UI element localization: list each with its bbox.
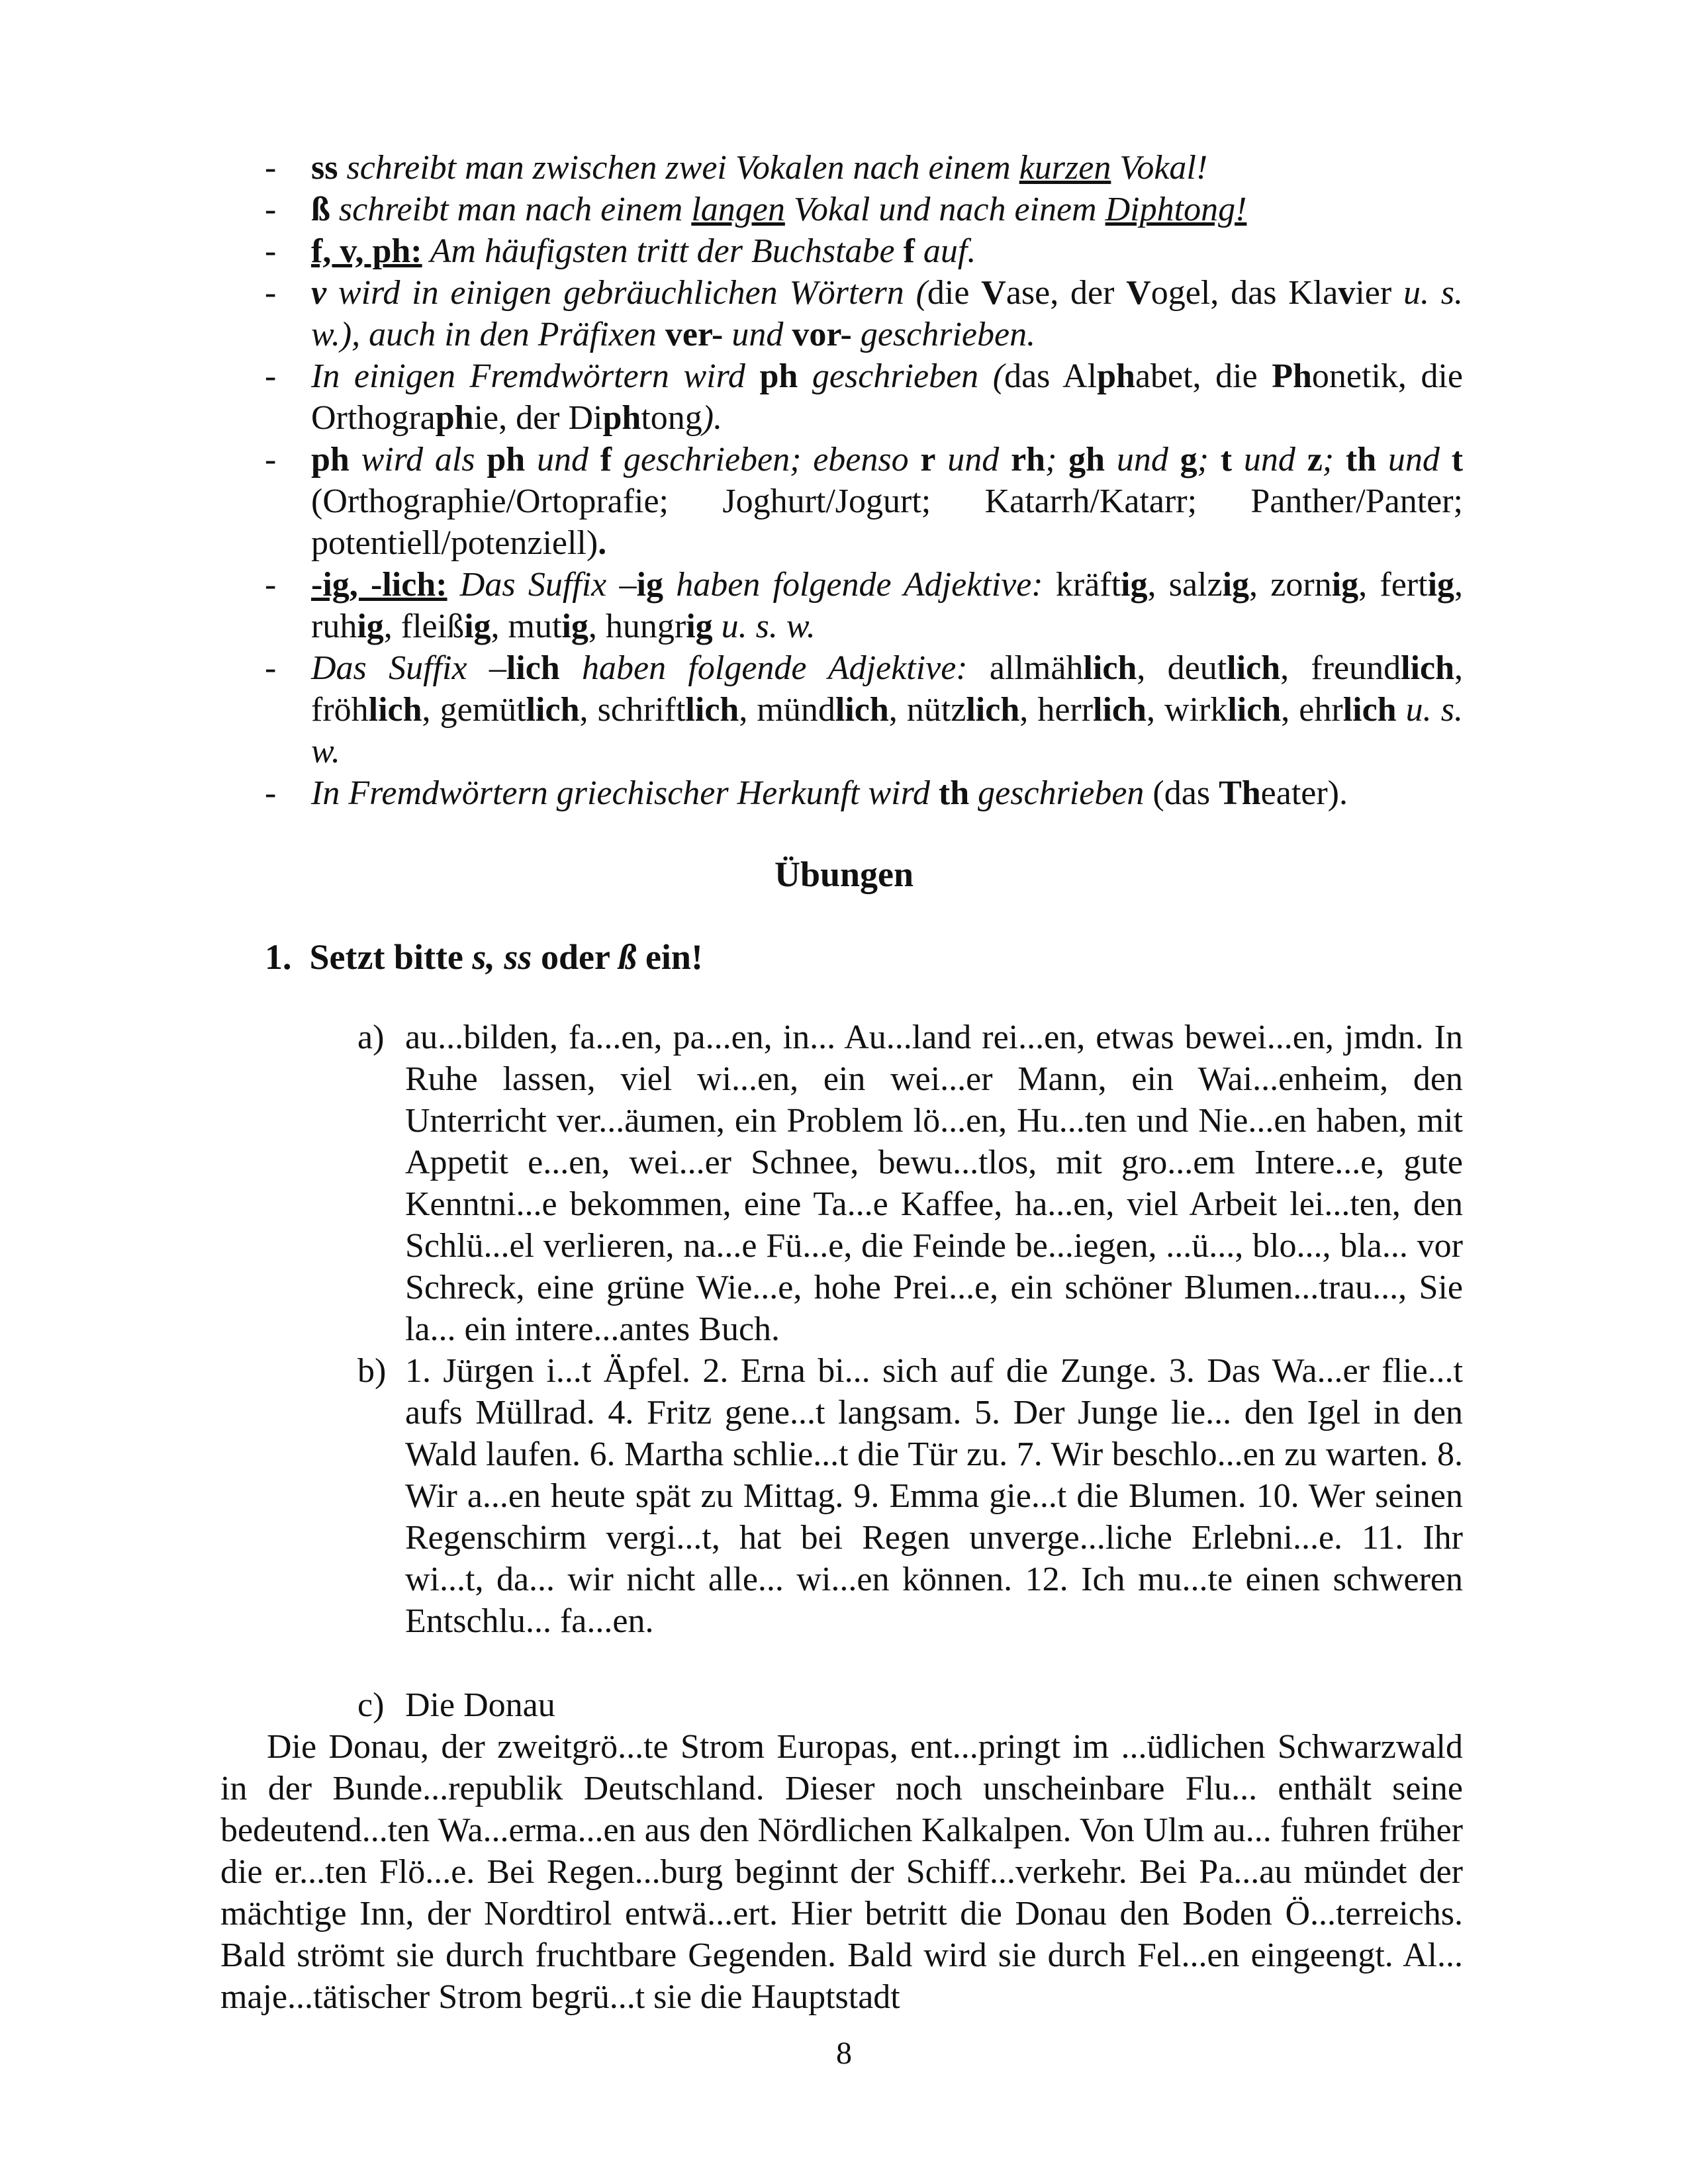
rule-th: - In Fremdwörtern griechischer Herkunft wird th geschrieben (das Theater).: [265, 774, 1348, 812]
rule-v: - v wird in einigen gebräuchlichen Wörtern (die Vase, der Vogel, das Klavier u. s. w.), auch in den Präfixen ver- und vor- geschrieben.: [265, 274, 1464, 353]
spelling-rules-list: [265, 147, 1463, 814]
exercise-1-title: 1. Setzt bitte s, ss oder ß ein!: [265, 937, 703, 977]
exercise-1a: [357, 1017, 1463, 1350]
donau-text: Die Donau, der zweitgrö...te Strom Europas, ent...pringt im ...üdlichen Schwarzwald in der Bunde...republik Deutschland. Dieser noch unscheinbare Flu... enthält seine bedeutend...ten Wa...erma...en aus den Nördlichen Kalkalpen. Von Ulm au... fuhren früher die er...ten Flö...e. Bei Regen...burg beginnt der Schiff...verkehr. Bei Pa...au mündet der mächtige Inn, der Nordtirol entwä...ert. Hier betritt die Donau den Boden Ö...terreichs. Bald strömt sie durch fruchtbare Gegenden. Bald wird sie durch Fel...en eingeengt. Al... maje...tätischer Strom begrü...t sie die Hauptstadt: [220, 1728, 1463, 2016]
exercise-1b-label: b): [357, 1352, 387, 1390]
rule-suffix-ig: - -ig, -lich: Das Suffix –ig haben folgende Adjektive: kräftig, salzig, zornig, fertig, ruhig, fleißig, mutig, hungrig u. s. w.: [265, 566, 1464, 645]
exercise-1c: [357, 1684, 1463, 1726]
section-title: Übungen: [774, 854, 914, 894]
exercise-1b-text: 1. Jürgen i...t Äpfel. 2. Erna bi... sich auf die Zunge. 3. Das Wa...er flie...t aufs Müllrad. 4. Fritz gene...t langsam. 5. Der Junge lie... den Igel in den Wald laufen. 6. Martha schlie...t die Tür zu. 7. Wir beschlo...en zu warten. 8. Wir a...en heute spät zu Mittag. 9. Emma gie...t die Blumen. 10. Wer seinen Regenschirm vergi...t, hat bei Regen unverge...liche Erlebni...e. 11. Ihr wi...t, da... wir nicht alle... wi...en können. 12. Ich mu...te einen schweren Entschlu... fa...en.: [405, 1352, 1463, 1640]
rule-double-spelling: - ph wird als ph und f geschrieben; ebenso r und rh; gh und g; t und z; th und t (Orthographie/Ortoprafie; Joghurt/Jogurt; Katarrh/Katarr; Panther/Panter; potentiell/potenziell).: [265, 441, 1464, 562]
exercise-1a-label: a): [357, 1019, 385, 1056]
exercise-1b: [357, 1350, 1463, 1642]
rule-suffix-lich: - Das Suffix –lich haben folgende Adjektive: allmählich, deutlich, freundlich, fröhlich, gemütlich, schriftlich, mündlich, nützlich, herrlich, wirklich, ehrlich u. s. w.: [265, 649, 1464, 770]
exercise-1a-text: au...bilden, fa...en, pa...en, in... Au...land rei...en, etwas bewei...en, jmdn. In Ruhe lassen, viel wi...en, ein wei...er Mann, ein Wai...enheim, den Unterricht ver...äumen, ein Problem lö...en, Hu...ten und Nie...en haben, mit Appetit e...en, wei...er Schnee, bewu...tlos, mit gro...em Intere...e, gute Kenntni...e bekommen, eine Ta...e Kaffee, ha...en, viel Arbeit lei...ten, den Schlü...el verlieren, na...e Fü...e, die Feinde be...iegen, ...ü..., blo..., bla... vor Schreck, eine grüne Wie...e, hohe Prei...e, ein schöner Blumen...trau..., Sie la... ein intere...antes Buch.: [405, 1019, 1463, 1348]
rule-f-v-ph: - f, v, ph: Am häufigsten tritt der Buchstabe f auf.: [265, 232, 976, 270]
rule-ss: - ss schreibt man zwischen zwei Vokalen nach einem kurzen Vokal!: [265, 149, 1208, 187]
exercise-1c-title: Die Donau: [405, 1686, 555, 1724]
exercise-1c-label: c): [357, 1686, 385, 1724]
rule-ph-fremdwoerter: - In einigen Fremdwörtern wird ph geschrieben (das Alphabet, die Phonetik, die Orthographie, der Diphtong).: [265, 357, 1463, 437]
rule-eszett: - ß schreibt man nach einem langen Vokal und nach einem Diphtong!: [265, 191, 1247, 228]
page-number: 8: [836, 2036, 852, 2071]
